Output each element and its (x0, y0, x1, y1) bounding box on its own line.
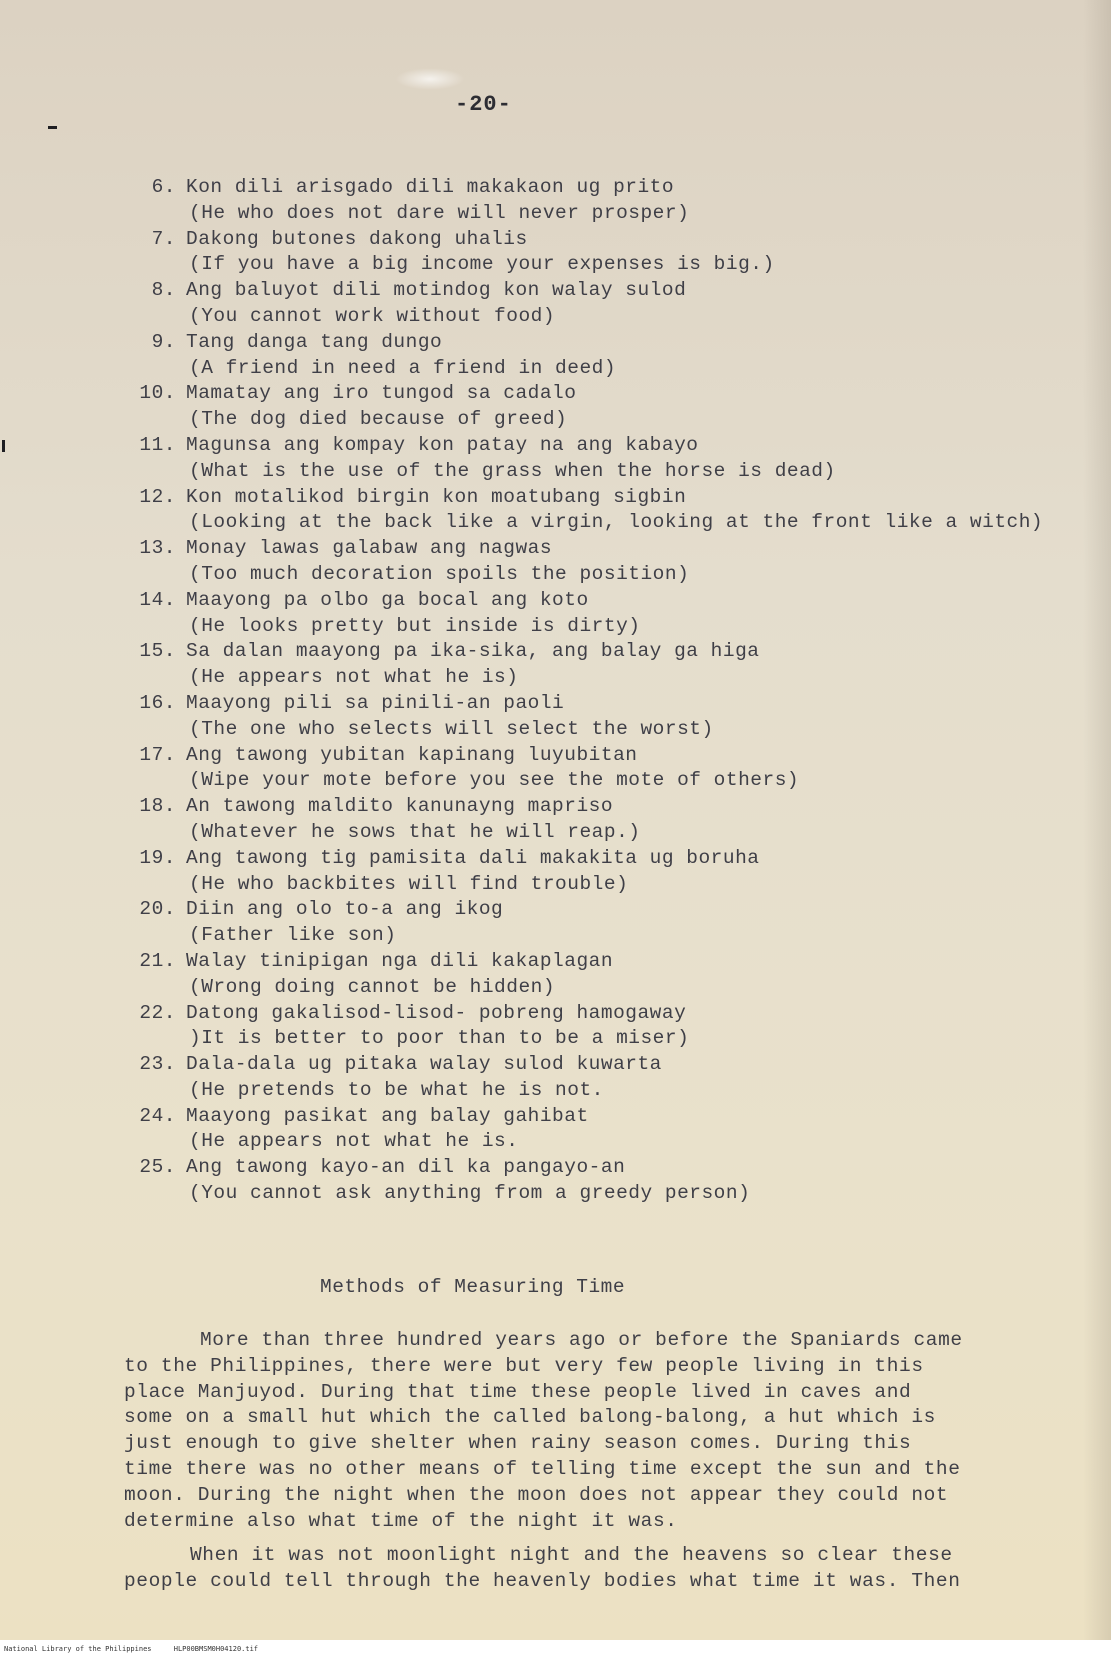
proverb-translation: (The dog died because of greed) (189, 408, 568, 431)
proverb-translation: (He appears not what he is) (189, 666, 519, 689)
proverb-original: Kon dili arisgado dili makakaon ug prito (186, 176, 675, 198)
proverb-text (186, 1052, 1058, 1104)
proverb-translation: )It is better to poor than to be a miser) (189, 1027, 690, 1050)
proverb-text (186, 691, 1058, 743)
proverb-number: 22. (139, 1001, 176, 1024)
proverb-number: 14. (139, 588, 176, 611)
proverb-translation: (He pretends to be what he is not. (189, 1078, 604, 1101)
proverb-number: 8. (151, 279, 176, 302)
proverb-item (128, 588, 1058, 640)
proverb-item (128, 1052, 1058, 1104)
proverb-number: 18. (139, 795, 176, 818)
proverb-number: 16. (139, 691, 176, 714)
proverb-translation: (You cannot ask anything from a greedy person) (189, 1182, 751, 1205)
proverb-original: Monay lawas galabaw ang nagwas (186, 537, 553, 560)
proverb-translation: (You cannot work without food) (189, 304, 556, 327)
proverb-number: 12. (139, 485, 176, 508)
margin-mark (2, 440, 5, 452)
proverb-text (186, 485, 1058, 537)
text-line: just enough to give shelter when rainy season comes. During this (124, 1432, 912, 1455)
margin-mark (48, 126, 57, 129)
proverb-translation: (If you have a big income your expenses is big.) (189, 253, 775, 276)
text-line: place Manjuyod. During that time these people lived in caves and (124, 1380, 912, 1403)
proverb-item (128, 639, 1058, 691)
proverb-item (128, 1155, 1058, 1207)
text-line: time there was no other means of telling time except the sun and the (124, 1457, 961, 1480)
text-line: to the Philippines, there were but very few people living in this (124, 1354, 924, 1377)
text-line: people could tell through the heavenly bodies what time it was. Then (124, 1569, 961, 1592)
proverb-number: 17. (139, 743, 176, 766)
proverb-number: 20. (139, 898, 176, 921)
proverb-translation: (Wrong doing cannot be hidden) (189, 975, 556, 998)
proverb-item (128, 794, 1058, 846)
proverb-number: 21. (139, 949, 176, 972)
body-paragraph (124, 1543, 1024, 1595)
proverb-text (186, 588, 1058, 640)
proverb-original: Ang tawong tig pamisita dali makakita ug boruha (186, 846, 760, 869)
proverb-item (128, 846, 1058, 898)
text-line: determine also what time of the night it was. (124, 1509, 678, 1532)
proverb-translation: (He who does not dare will never prosper) (189, 201, 690, 224)
proverb-item (128, 1001, 1058, 1053)
proverb-number: 15. (139, 640, 176, 663)
proverb-text (186, 1104, 1058, 1156)
proverb-text (186, 743, 1058, 795)
proverb-list (128, 175, 1058, 1207)
proverb-number: 9. (151, 330, 176, 353)
proverb-number: 13. (139, 537, 176, 560)
proverb-original: Maayong pili sa pinili-an paoli (186, 691, 565, 714)
proverb-number: 6. (151, 176, 176, 198)
proverb-item (128, 897, 1058, 949)
proverb-translation: (The one who selects will select the worst) (189, 717, 714, 740)
proverb-translation: (He appears not what he is. (189, 1130, 519, 1153)
paper-smudge (395, 68, 465, 90)
proverb-item (128, 381, 1058, 433)
proverb-text (186, 227, 1058, 279)
proverb-text (186, 897, 1058, 949)
proverb-item (128, 278, 1058, 330)
proverb-original: Datong gakalisod-lisod- pobreng hamogaway (186, 1001, 687, 1024)
proverb-item (128, 536, 1058, 588)
proverb-item (128, 743, 1058, 795)
text-line: moon. During the night when the moon does not appear they could not (124, 1483, 949, 1506)
section-heading: Methods of Measuring Time (320, 1276, 626, 1298)
text-line: some on a small hut which the called balong-balong, a hut which is (124, 1406, 936, 1429)
page-number: -20- (455, 92, 512, 117)
proverb-original: Sa dalan maayong pa ika-sika, ang balay ga higa (186, 640, 760, 663)
body-paragraph (124, 1328, 1024, 1534)
proverb-number: 23. (139, 1053, 176, 1076)
proverb-translation: (Wipe your mote before you see the mote of others) (189, 769, 800, 792)
proverb-translation: (He who backbites will find trouble) (189, 872, 629, 895)
proverb-number: 19. (139, 846, 176, 869)
proverb-text (186, 433, 1058, 485)
proverb-item (128, 330, 1058, 382)
proverb-item (128, 1104, 1058, 1156)
proverb-item (128, 175, 1058, 227)
proverb-original: Mamatay ang iro tungod sa cadalo (186, 382, 577, 405)
proverb-text (186, 381, 1058, 433)
proverb-translation: (Whatever he sows that he will reap.) (189, 820, 641, 843)
proverb-item (128, 485, 1058, 537)
proverb-item (128, 433, 1058, 485)
proverb-number: 10. (139, 382, 176, 405)
proverb-original: Dala-dala ug pitaka walay sulod kuwarta (186, 1053, 662, 1076)
proverb-original: Magunsa ang kompay kon patay na ang kabayo (186, 433, 699, 456)
proverb-translation: (Father like son) (189, 924, 397, 947)
scan-footer (0, 1640, 1111, 1658)
proverb-text (186, 536, 1058, 588)
proverb-translation: (What is the use of the grass when the horse is dead) (189, 459, 836, 482)
proverb-original: Kon motalikod birgin kon moatubang sigbin (186, 485, 687, 508)
proverb-original: Diin ang olo to-a ang ikog (186, 898, 504, 921)
text-line: When it was not moonlight night and the heavens so clear these (190, 1544, 953, 1566)
proverb-original: An tawong maldito kanunayng mapriso (186, 795, 614, 818)
proverb-number: 25. (139, 1156, 176, 1179)
proverb-translation: (Too much decoration spoils the position) (189, 562, 690, 585)
proverb-text (186, 175, 1058, 227)
proverb-original: Ang tawong kayo-an dil ka pangayo-an (186, 1156, 626, 1179)
proverb-original: Ang baluyot dili motindog kon walay sulod (186, 279, 687, 302)
proverb-number: 7. (151, 227, 176, 250)
proverb-translation: (A friend in need a friend in deed) (189, 356, 617, 379)
proverb-original: Maayong pa olbo ga bocal ang koto (186, 588, 589, 611)
proverb-text (186, 639, 1058, 691)
footer-file: HLP00BMSM0H04120.tif (173, 1645, 259, 1653)
proverb-original: Ang tawong yubitan kapinang luyubitan (186, 743, 638, 766)
proverb-item (128, 691, 1058, 743)
page-edge-shadow (1083, 0, 1111, 1640)
proverb-item (128, 949, 1058, 1001)
proverb-text (186, 846, 1058, 898)
proverb-text (186, 278, 1058, 330)
proverb-text (186, 794, 1058, 846)
footer-library: National Library of the Philippines (4, 1645, 152, 1653)
proverb-text (186, 949, 1058, 1001)
proverb-translation: (He looks pretty but inside is dirty) (189, 614, 641, 637)
proverb-text (186, 330, 1058, 382)
proverb-translation: (Looking at the back like a virgin, looking at the front like a witch) (189, 511, 1044, 534)
proverb-original: Dakong butones dakong uhalis (186, 227, 528, 250)
proverb-text (186, 1001, 1058, 1053)
proverb-original: Walay tinipigan nga dili kakaplagan (186, 949, 614, 972)
proverb-original: Maayong pasikat ang balay gahibat (186, 1104, 589, 1127)
proverb-text (186, 1155, 1058, 1207)
text-line: More than three hundred years ago or before the Spaniards came (200, 1329, 963, 1351)
proverb-original: Tang danga tang dungo (186, 330, 443, 353)
proverb-item (128, 227, 1058, 279)
proverb-number: 11. (139, 433, 176, 456)
proverb-number: 24. (139, 1104, 176, 1127)
